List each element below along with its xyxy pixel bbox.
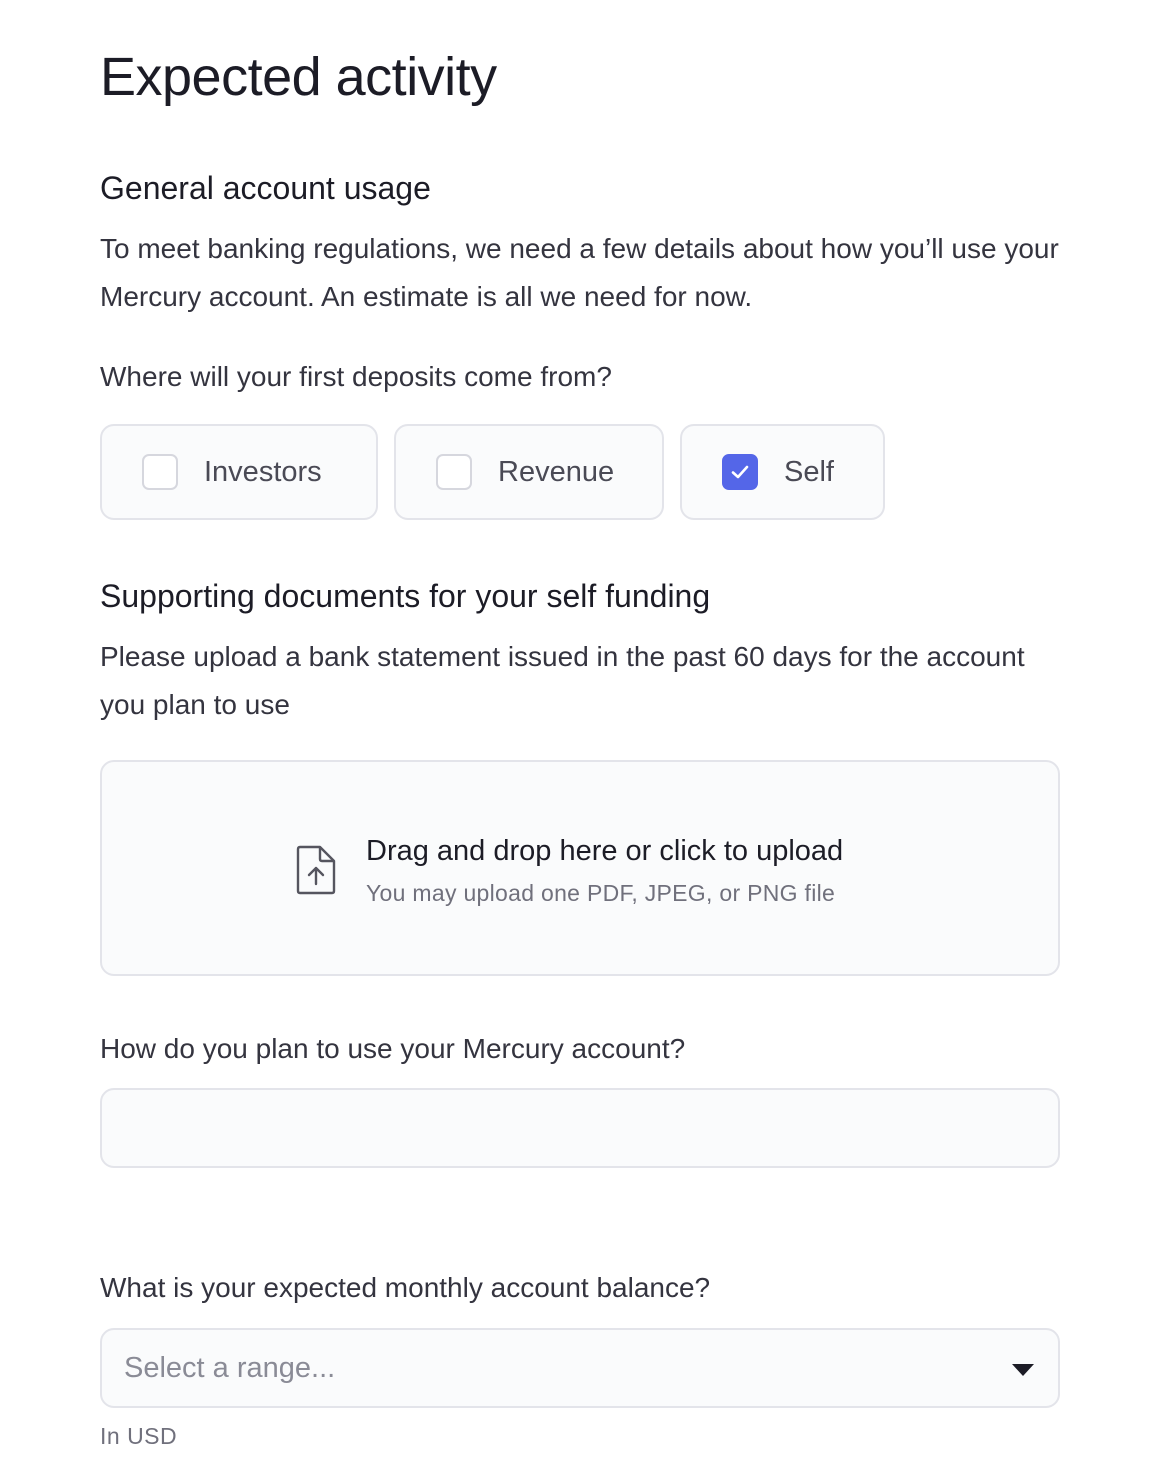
currency-hint: In USD xyxy=(100,1423,178,1449)
select-placeholder: Select a range... xyxy=(124,1351,336,1384)
usage-plan-question: How do you plan to use your Mercury account? xyxy=(100,1033,686,1064)
self-checkbox[interactable] xyxy=(722,454,758,490)
option-self-label: Self xyxy=(784,455,834,488)
investors-checkbox[interactable] xyxy=(142,454,178,490)
option-revenue-label: Revenue xyxy=(498,455,615,488)
option-self[interactable] xyxy=(680,424,885,520)
supporting-docs-description: Please upload a bank statement issued in the past 60 days for the account you plan to use xyxy=(100,641,1025,720)
upload-title: Drag and drop here or click to upload xyxy=(366,835,844,867)
file-upload-icon xyxy=(294,844,338,896)
option-investors[interactable] xyxy=(100,424,378,520)
chevron-down-icon xyxy=(1012,1364,1034,1376)
option-investors-label: Investors xyxy=(204,455,322,488)
revenue-checkbox[interactable] xyxy=(436,454,472,490)
upload-subtitle: You may upload one PDF, JPEG, or PNG file xyxy=(366,880,836,906)
monthly-balance-select[interactable] xyxy=(100,1328,1060,1408)
supporting-docs-heading: Supporting documents for your self funding xyxy=(100,578,711,614)
checkmark-icon xyxy=(729,461,751,483)
general-usage-description: To meet banking regulations, we need a few details about how you’ll use your Mercury account. An estimate is all we need for now. xyxy=(100,233,1059,312)
monthly-balance-question: What is your expected monthly account balance? xyxy=(100,1272,711,1303)
file-dropzone[interactable] xyxy=(100,760,1060,976)
page-title: Expected activity xyxy=(100,47,497,107)
usage-plan-input[interactable] xyxy=(100,1088,1060,1168)
option-revenue[interactable] xyxy=(394,424,664,520)
general-usage-heading: General account usage xyxy=(100,170,431,206)
deposits-question: Where will your first deposits come from? xyxy=(100,361,612,392)
